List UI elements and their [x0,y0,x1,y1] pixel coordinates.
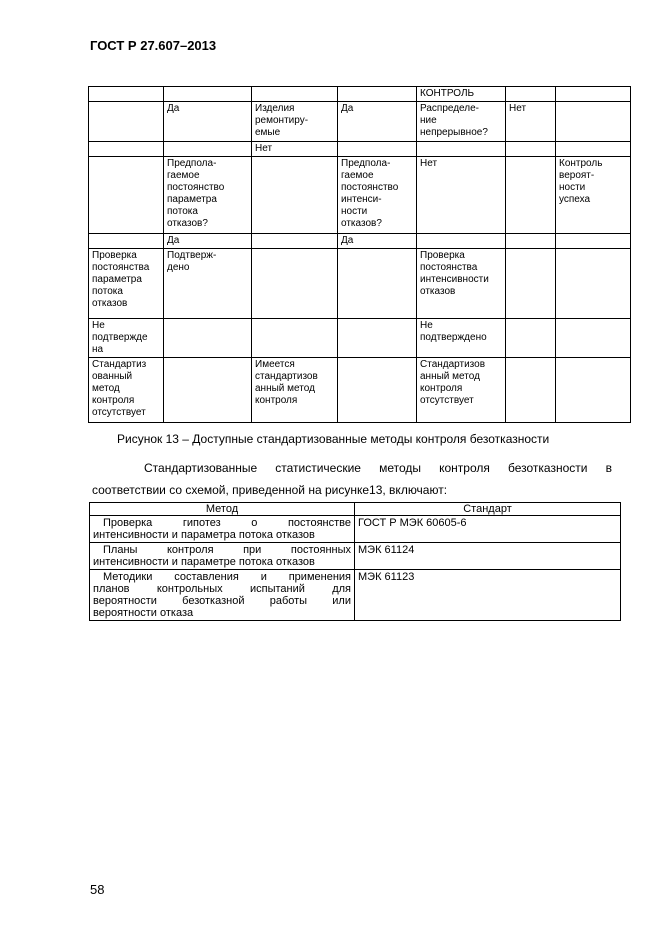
method-text-line: интенсивности и параметре потока отказов [93,556,315,568]
flow-row [89,87,631,102]
methods-row [90,570,621,621]
flow-cell [252,249,338,319]
paragraph-word: контроля [439,461,490,475]
flow-cell: Нет [252,142,338,157]
flow-row [89,157,631,234]
flow-cell: Не подтвержде на [89,319,164,358]
flow-cell: Не подтверждено [417,319,506,358]
standard-cell: МЭК 61124 [355,543,621,570]
flow-cell: Изделия ремонтиру- емые [252,102,338,142]
flow-cell [338,249,417,319]
method-text-line: Планы контроля при постоянных [103,544,351,556]
method-text-line: планов контрольных испытаний для [93,583,351,595]
flow-cell [506,319,556,358]
method-cell [90,516,355,543]
flow-row [89,319,631,358]
flow-cell [556,319,631,358]
flow-cell: Да [338,102,417,142]
flow-row [89,249,631,319]
standard-cell: МЭК 61123 [355,570,621,621]
flow-cell [556,249,631,319]
method-text-line: вероятности безотказной работы или [93,595,351,607]
flow-cell [338,358,417,423]
flow-cell: КОНТРОЛЬ [417,87,506,102]
flow-cell [164,358,252,423]
flow-cell [556,358,631,423]
flow-cell: Нет [417,157,506,234]
flow-cell: Да [338,234,417,249]
paragraph-word: безотказности [508,461,588,475]
flow-cell [417,234,506,249]
flow-cell: Предпола- гаемое постоянство интенси- ности отказов? [338,157,417,234]
flow-cell [506,234,556,249]
flow-cell [89,87,164,102]
flow-cell [556,102,631,142]
document-id-header: ГОСТ Р 27.607–2013 [90,38,217,53]
method-text-line: вероятности отказа [93,607,194,619]
flow-cell [506,157,556,234]
flow-cell [89,102,164,142]
paragraph-line-2: соответствии со схемой, приведенной на рисунке13, включают: [92,483,448,497]
column-header-standard: Стандарт [355,503,621,516]
page-number: 58 [90,882,105,897]
flow-cell: Нет [506,102,556,142]
flow-cell [506,358,556,423]
flow-cell [556,142,631,157]
method-text-line: интенсивности и параметра потока отказов [93,529,315,541]
method-cell [90,570,355,621]
flow-cell [338,319,417,358]
flow-cell: Предпола- гаемое постоянство параметра потока отказов? [164,157,252,234]
flow-cell [506,87,556,102]
methods-row [90,543,621,570]
flow-cell [89,142,164,157]
flow-cell [556,234,631,249]
flow-cell [164,319,252,358]
paragraph-line-1 [92,457,612,479]
paragraph-word: статистические [275,461,361,475]
methods-header-row [90,503,621,516]
flow-cell: Имеется стандартизов анный метод контроля [252,358,338,423]
flow-cell [338,87,417,102]
flow-cell: Проверка постоянства параметра потока отказов [89,249,164,319]
method-cell [90,543,355,570]
flow-cell: Да [164,234,252,249]
paragraph-word: методы [379,461,422,475]
flow-cell: Стандартиз ованный метод контроля отсутствует [89,358,164,423]
flow-cell: Проверка постоянства интенсивности отказов [417,249,506,319]
flow-cell: Распределе- ние непрерывное? [417,102,506,142]
column-header-method: Метод [90,503,355,516]
flow-cell [89,234,164,249]
standard-cell: ГОСТ Р МЭК 60605-6 [355,516,621,543]
flow-cell: Подтверж- дено [164,249,252,319]
method-text-line: Проверка гипотез о постоянстве [103,517,351,529]
flowchart-table [88,86,631,423]
flow-cell [252,157,338,234]
flow-cell: Контроль вероят- ности успеха [556,157,631,234]
method-text-line: Методики составления и применения [103,571,351,583]
flow-row [89,234,631,249]
flow-row [89,142,631,157]
paragraph-word: в [605,461,612,475]
flow-cell: Да [164,102,252,142]
flow-cell [556,87,631,102]
flow-cell [89,157,164,234]
intro-paragraph [92,457,612,501]
flow-cell [252,234,338,249]
flow-cell [164,142,252,157]
flow-cell [252,319,338,358]
flow-cell [417,142,506,157]
methods-table [89,502,621,621]
paragraph-word: Стандартизованные [144,461,258,475]
flow-row [89,102,631,142]
flow-cell [506,249,556,319]
flow-cell [338,142,417,157]
figure-caption: Рисунок 13 – Доступные стандартизованные методы контроля безотказности [117,432,550,446]
methods-row [90,516,621,543]
flow-cell [164,87,252,102]
flow-cell [252,87,338,102]
flow-row [89,358,631,423]
flow-cell: Стандартизов анный метод контроля отсутствует [417,358,506,423]
flow-cell [506,142,556,157]
